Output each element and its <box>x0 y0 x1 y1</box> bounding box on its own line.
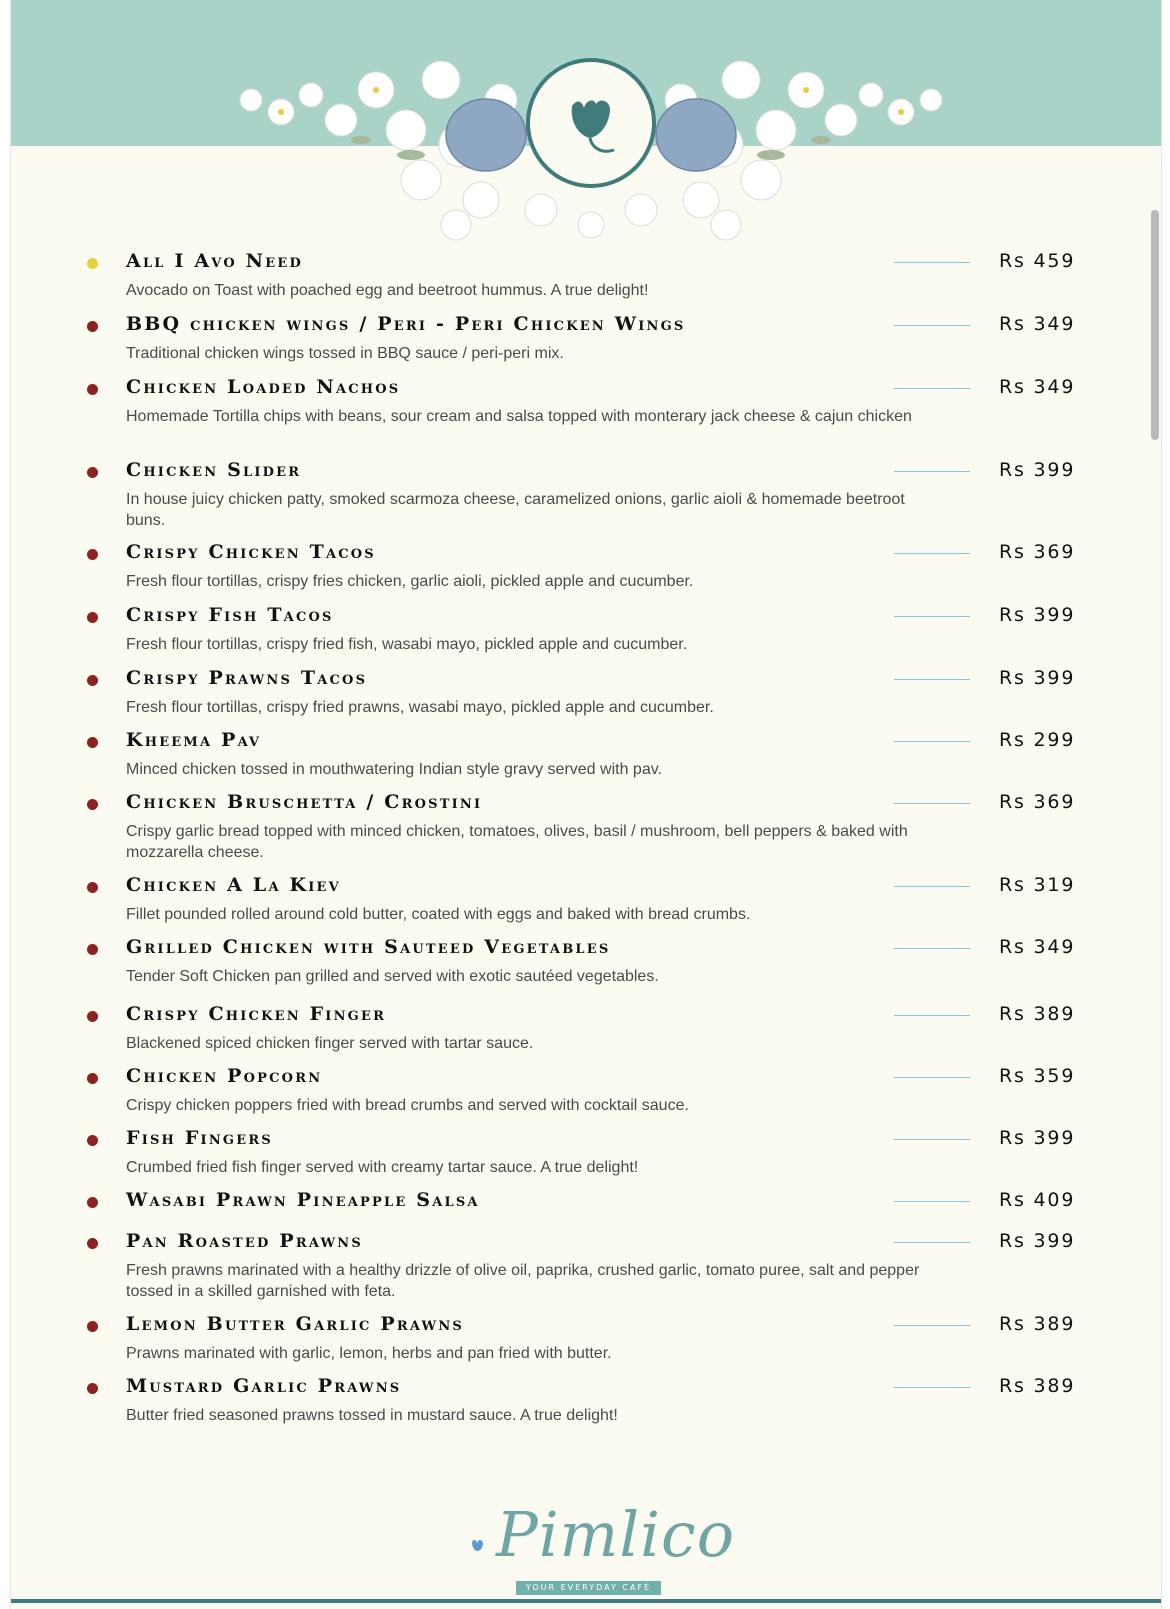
item-description: Blackened spiced chicken finger served with tartar sauce. <box>126 1035 534 1052</box>
item-name: Fish Fingers <box>126 1127 273 1149</box>
item-name: BBQ chicken wings / Peri - Peri Chicken Wings <box>126 313 686 335</box>
item-name: Crispy Fish Tacos <box>126 604 334 626</box>
price-leader-line <box>894 388 970 389</box>
item-name: Pan Roasted Prawns <box>126 1230 363 1252</box>
item-description: Crumbed fried fish finger served with creamy tartar sauce. A true delight! <box>126 1159 639 1176</box>
footer-rule <box>11 1599 1161 1603</box>
price-leader-line <box>894 1201 970 1202</box>
item-description: Fillet pounded rolled around cold butter, coated with eggs and baked with bread crumbs. <box>126 906 751 923</box>
bullet-dot-icon <box>87 1073 98 1084</box>
price-leader-line <box>894 1242 970 1243</box>
item-price: Rs 399 <box>999 667 1076 689</box>
bullet-dot-icon <box>87 549 98 560</box>
bullet-dot-icon <box>87 321 98 332</box>
item-name: Chicken Loaded Nachos <box>126 376 401 398</box>
item-description: Prawns marinated with garlic, lemon, herbs and pan fried with butter. <box>126 1345 612 1362</box>
item-price: Rs 389 <box>999 1375 1076 1397</box>
item-name: Lemon Butter Garlic Prawns <box>126 1313 464 1335</box>
item-price: Rs 389 <box>999 1003 1076 1025</box>
item-description: Crispy garlic bread topped with minced chicken, tomatoes, olives, basil / mushroom, bell peppers & baked with mozzarella cheese. <box>126 823 908 861</box>
bullet-dot-icon <box>87 612 98 623</box>
item-name: Chicken Bruschetta / Crostini <box>126 791 483 813</box>
footer-logo <box>466 1490 736 1600</box>
item-name: All I Avo Need <box>126 250 303 272</box>
item-price: Rs 299 <box>999 729 1076 751</box>
item-name: Crispy Chicken Finger <box>126 1003 387 1025</box>
price-leader-line <box>894 471 970 472</box>
bullet-dot-icon <box>87 384 98 395</box>
item-price: Rs 349 <box>999 376 1076 398</box>
price-leader-line <box>894 262 970 263</box>
price-leader-line <box>894 948 970 949</box>
scrollbar[interactable] <box>1151 210 1159 440</box>
bullet-dot-icon <box>87 737 98 748</box>
price-leader-line <box>894 1077 970 1078</box>
item-name: Chicken A La Kiev <box>126 874 341 896</box>
item-description: Minced chicken tossed in mouthwatering Indian style gravy served with pav. <box>126 761 662 778</box>
bullet-dot-icon <box>87 944 98 955</box>
menu-page <box>10 0 1162 1609</box>
price-leader-line <box>894 325 970 326</box>
price-leader-line <box>894 803 970 804</box>
item-price: Rs 369 <box>999 541 1076 563</box>
bullet-dot-icon <box>87 1197 98 1208</box>
item-description: Fresh flour tortillas, crispy fried prawns, wasabi mayo, pickled apple and cucumber. <box>126 699 714 716</box>
bullet-dot-icon <box>87 1011 98 1022</box>
item-description: Crispy chicken poppers fried with bread crumbs and served with cocktail sauce. <box>126 1097 689 1114</box>
price-leader-line <box>894 741 970 742</box>
price-leader-line <box>894 616 970 617</box>
price-leader-line <box>894 1139 970 1140</box>
item-name: Mustard Garlic Prawns <box>126 1375 402 1397</box>
tulip-icon <box>552 84 632 164</box>
item-price: Rs 399 <box>999 1127 1076 1149</box>
item-price: Rs 349 <box>999 313 1076 335</box>
bullet-dot-icon <box>87 1321 98 1332</box>
bullet-dot-icon <box>87 467 98 478</box>
item-description: Fresh flour tortillas, crispy fries chicken, garlic aioli, pickled apple and cucumber. <box>126 573 694 590</box>
logo-emblem <box>526 58 656 188</box>
item-price: Rs 349 <box>999 936 1076 958</box>
item-name: Chicken Popcorn <box>126 1065 323 1087</box>
bullet-dot-icon <box>87 1238 98 1249</box>
price-leader-line <box>894 1387 970 1388</box>
item-description: Homemade Tortilla chips with beans, sour cream and salsa topped with monterary jack cheese & cajun chicken <box>126 408 912 425</box>
item-description: Traditional chicken wings tossed in BBQ sauce / peri-peri mix. <box>126 345 564 362</box>
item-name: Kheema Pav <box>126 729 262 751</box>
item-price: Rs 409 <box>999 1189 1076 1211</box>
tulip-icon <box>468 1536 488 1556</box>
item-price: Rs 319 <box>999 874 1076 896</box>
item-price: Rs 389 <box>999 1313 1076 1335</box>
bullet-dot-icon <box>87 1135 98 1146</box>
price-leader-line <box>894 553 970 554</box>
item-name: Grilled Chicken with Sauteed Vegetables <box>126 936 611 958</box>
bullet-dot-icon <box>87 882 98 893</box>
item-name: Wasabi Prawn Pineapple Salsa <box>126 1189 480 1211</box>
item-description: Avocado on Toast with poached egg and beetroot hummus. A true delight! <box>126 282 649 299</box>
item-price: Rs 459 <box>999 250 1076 272</box>
bullet-dot-icon <box>87 799 98 810</box>
price-leader-line <box>894 1325 970 1326</box>
item-name: Chicken Slider <box>126 459 302 481</box>
bullet-dot-icon <box>87 675 98 686</box>
price-leader-line <box>894 1015 970 1016</box>
brand-tagline: YOUR EVERYDAY CAFÉ <box>516 1581 661 1595</box>
item-price: Rs 369 <box>999 791 1076 813</box>
item-price: Rs 359 <box>999 1065 1076 1087</box>
item-price: Rs 399 <box>999 604 1076 626</box>
item-name: Crispy Prawns Tacos <box>126 667 368 689</box>
brand-name: Pimlico <box>496 1498 736 1571</box>
bullet-dot-icon <box>87 258 98 269</box>
item-description: Fresh flour tortillas, crispy fried fish, wasabi mayo, pickled apple and cucumber. <box>126 636 688 653</box>
item-price: Rs 399 <box>999 1230 1076 1252</box>
item-description: Butter fried seasoned prawns tossed in mustard sauce. A true delight! <box>126 1407 618 1424</box>
item-description: Tender Soft Chicken pan grilled and served with exotic sautéed vegetables. <box>126 968 659 985</box>
bullet-dot-icon <box>87 1383 98 1394</box>
item-description: Fresh prawns marinated with a healthy drizzle of olive oil, paprika, crushed garlic, tomato puree, salt and pepper tossed in a skilled garnished with feta. <box>126 1262 920 1300</box>
price-leader-line <box>894 679 970 680</box>
price-leader-line <box>894 886 970 887</box>
item-price: Rs 399 <box>999 459 1076 481</box>
item-name: Crispy Chicken Tacos <box>126 541 376 563</box>
item-description: In house juicy chicken patty, smoked scarmoza cheese, caramelized onions, garlic aioli & homemade beetroot buns. <box>126 491 905 529</box>
